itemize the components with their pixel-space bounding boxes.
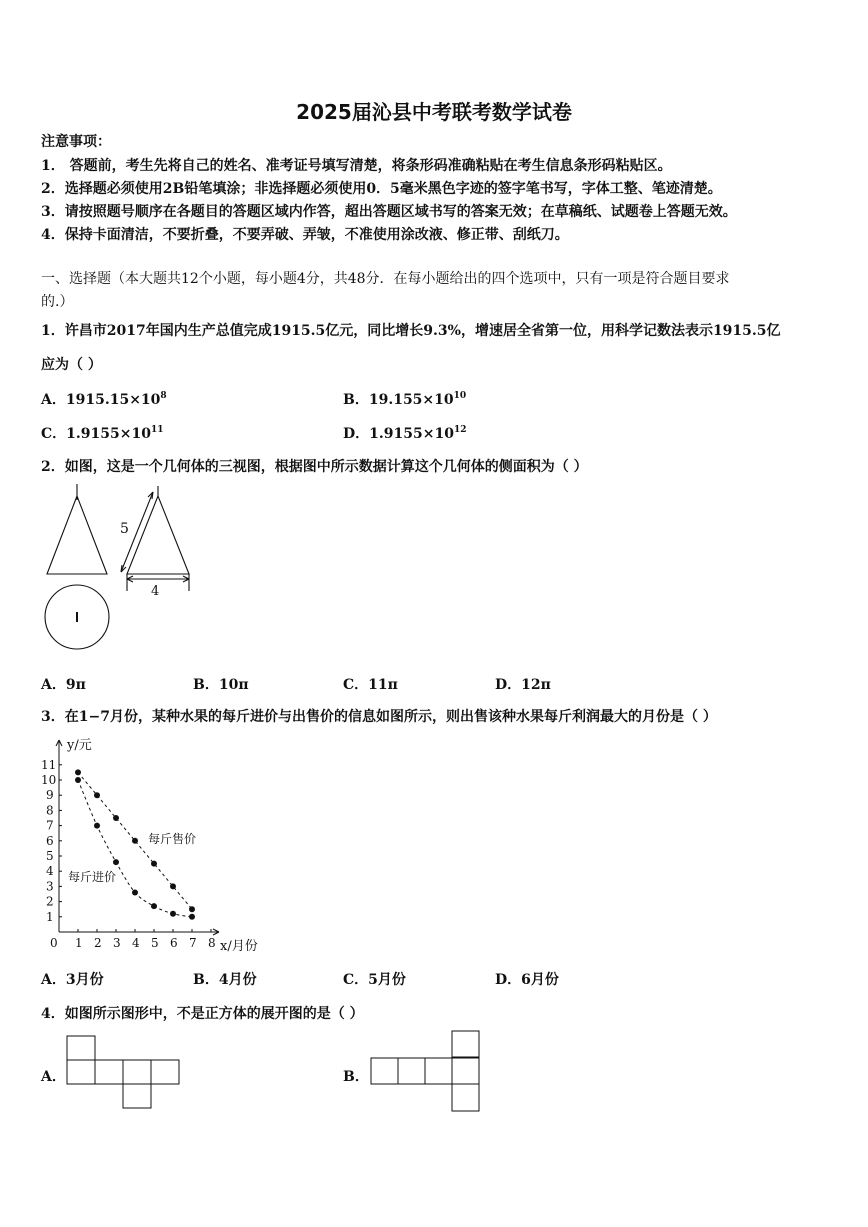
y-tick-label: 2	[46, 894, 54, 909]
section1-heading-line2: 的.）	[41, 294, 74, 310]
slant-length-label: 5	[120, 521, 129, 537]
q3-option-a[interactable]: A．3月份	[41, 972, 104, 988]
q4-option-b[interactable]: B．	[343, 1069, 369, 1085]
x-tick-label: 8	[208, 936, 216, 950]
series-point-2	[151, 903, 157, 909]
q2-option-d[interactable]: D．12π	[495, 677, 551, 693]
q2-option-a[interactable]: A．9π	[41, 677, 86, 693]
section1-heading-line1: 一、选择题（本大题共12个小题，每小题4分，共48分．在每小题给出的四个选项中，只有一项是符合题目要求	[41, 271, 730, 287]
series-point-2	[170, 911, 176, 917]
y-tick-label: 5	[46, 849, 54, 863]
series-point-2	[189, 914, 195, 920]
y-tick-label: 6	[46, 833, 54, 848]
series-line-2	[78, 780, 192, 917]
front-view-triangle	[47, 496, 107, 574]
x-tick-label: 1	[75, 936, 83, 950]
option-label: B．	[343, 392, 369, 408]
x-tick-label: 0	[50, 936, 58, 950]
net-figure-b	[368, 1030, 482, 1114]
series-label-2: 每斤进价	[68, 870, 117, 884]
q1-option-c[interactable]	[41, 423, 163, 443]
q2-stem: 2．如图，这是一个几何体的三视图，根据图中所示数据计算这个几何体的侧面积为（ ）	[41, 459, 588, 475]
x-tick-label: 5	[151, 936, 159, 950]
three-view-figure	[40, 480, 200, 655]
q1-option-d[interactable]	[343, 423, 466, 443]
series-point-1	[94, 792, 100, 798]
series-point-2	[94, 823, 100, 829]
series-point-1	[151, 861, 157, 867]
x-tick-label: 7	[189, 936, 197, 950]
y-tick-label: 3	[46, 879, 54, 894]
option-exponent: 8	[160, 391, 167, 401]
series-label-1: 每斤售价	[148, 832, 197, 846]
option-base: 1915.15×10	[65, 392, 161, 408]
option-exponent: 11	[150, 425, 164, 435]
x-tick-label: 3	[113, 936, 121, 950]
y-tick-label: 4	[46, 864, 54, 879]
x-tick-label: 2	[94, 936, 102, 950]
option-exponent: 12	[453, 425, 467, 435]
series-point-2	[132, 889, 138, 895]
notice-item-4: 4．保持卡面清洁，不要折叠，不要弄破、弄皱，不准使用涂改液、修正带、刮纸刀。	[41, 227, 569, 243]
q3-stem: 3．在1−7月份，某种水果的每斤进价与出售价的信息如图所示，则出售该种水果每斤利润最大的月份是（ ）	[41, 709, 717, 725]
q1-option-b[interactable]	[343, 389, 466, 409]
series-point-1	[75, 769, 81, 775]
series-point-1	[170, 883, 176, 889]
series-point-1	[189, 906, 195, 912]
y-axis-label: y/元	[67, 738, 92, 753]
q4-stem: 4．如图所示图形中，不是正方体的展开图的是（ ）	[41, 1006, 364, 1022]
notice-item-2: 2．选择题必须使用2B铅笔填涂；非选择题必须使用0．5毫米黑色字迹的签字笔书写，字体工整、笔迹清楚。	[41, 181, 722, 197]
option-base: 1.9155×10	[66, 426, 151, 442]
option-base: 1.9155×10	[369, 426, 454, 442]
y-tick-label: 9	[46, 788, 54, 803]
q3-option-c[interactable]: C．5月份	[343, 972, 406, 988]
base-length-label: 4	[151, 584, 160, 599]
series-point-2	[113, 859, 119, 865]
series-point-1	[132, 838, 138, 844]
notice-item-3: 3．请按照题号顺序在各题目的答题区域内作答，超出答题区域书写的答案无效；在草稿纸、试题卷上答题无效。	[41, 204, 737, 220]
y-tick-label: 7	[46, 818, 54, 833]
y-tick-label: 10	[41, 773, 57, 787]
option-label: A．	[41, 392, 66, 408]
notice-heading: 注意事项：	[41, 134, 111, 150]
q3-option-d[interactable]: D．6月份	[495, 972, 559, 988]
x-tick-label: 6	[170, 936, 178, 950]
option-label: C．	[41, 426, 67, 442]
option-label: D．	[343, 426, 370, 442]
y-tick-label: 11	[41, 757, 57, 772]
series-point-2	[75, 777, 81, 783]
q2-option-b[interactable]: B．10π	[193, 677, 249, 693]
y-tick-label: 8	[46, 803, 54, 818]
x-tick-label: 4	[132, 936, 140, 950]
q2-option-c[interactable]: C．11π	[343, 677, 398, 693]
net-figure-a	[66, 1035, 184, 1111]
series-point-1	[113, 815, 119, 821]
q1-stem-line1: 1．许昌市2017年国内生产总值完成1915.5亿元，同比增长9.3%，增速居全省第一位，用科学记数法表示1915.5亿	[41, 323, 781, 339]
y-tick-label: 1	[46, 909, 54, 924]
q4-option-a[interactable]: A．	[41, 1069, 66, 1085]
q1-option-a[interactable]	[41, 389, 167, 409]
page-title: 2025届沁县中考联考数学试卷	[296, 100, 572, 124]
q3-option-b[interactable]: B．4月份	[193, 972, 257, 988]
price-chart	[40, 732, 280, 960]
notice-item-1: 1． 答题前，考生先将自己的姓名、准考证号填写清楚，将条形码准确粘贴在考生信息条形码粘贴区。	[41, 158, 672, 174]
option-exponent: 10	[453, 391, 467, 401]
option-base: 19.155×10	[368, 392, 454, 408]
q1-stem-line2: 应为（ ）	[41, 357, 102, 373]
x-axis-label: x/月份	[220, 939, 258, 954]
